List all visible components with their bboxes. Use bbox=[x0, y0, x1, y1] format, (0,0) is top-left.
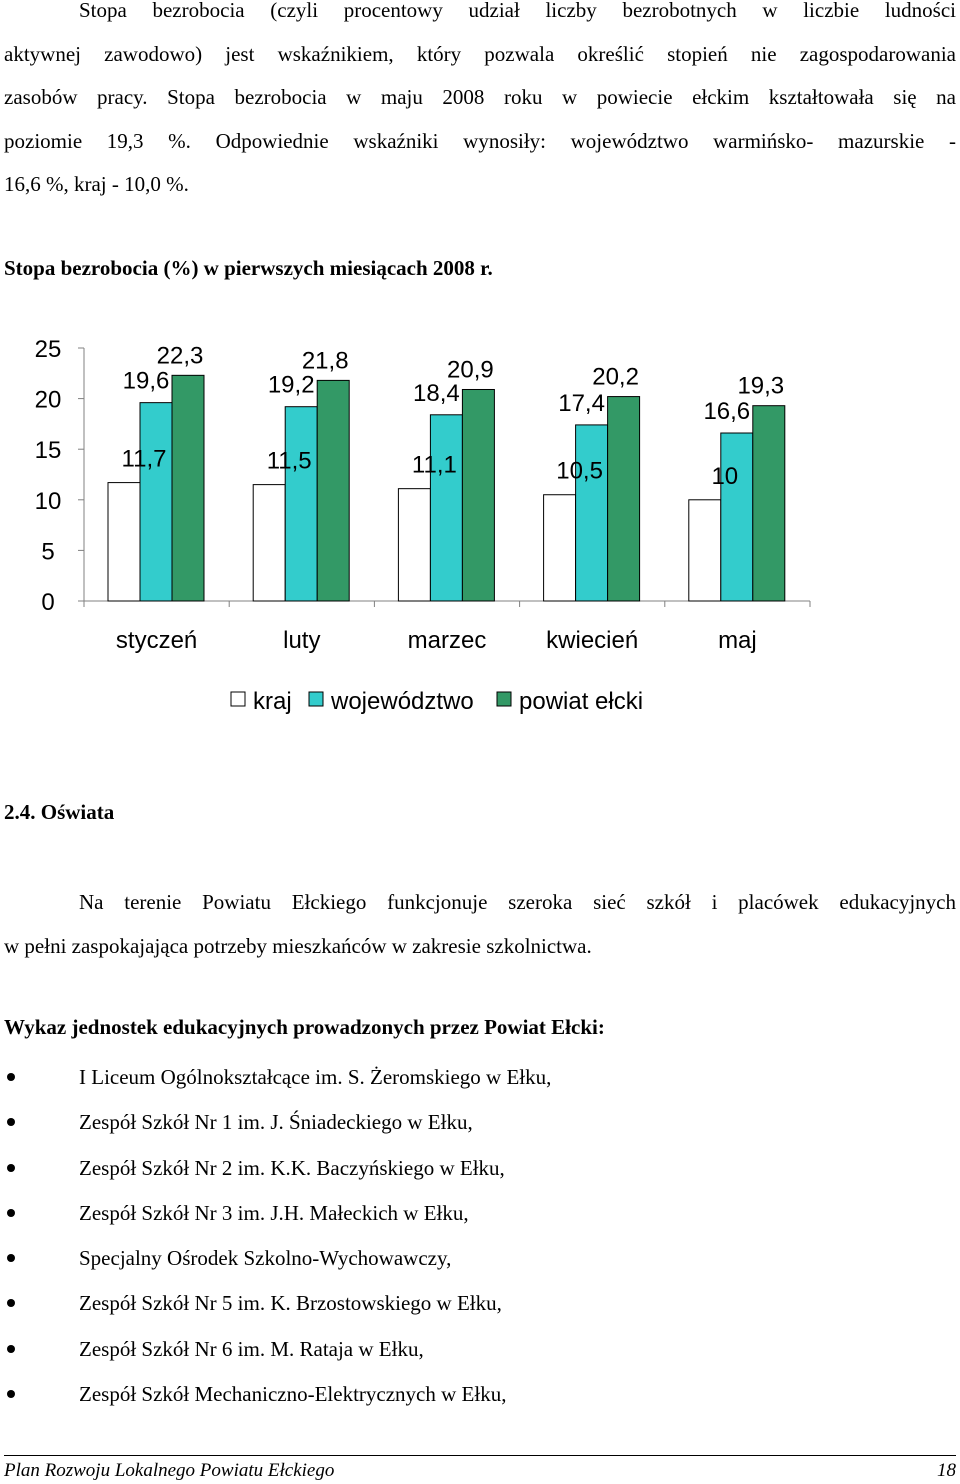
x-category-label: marzec bbox=[407, 627, 487, 654]
data-label: 16,6 bbox=[703, 398, 751, 426]
school-list-item bbox=[0, 1146, 551, 1191]
legend-swatch bbox=[231, 692, 245, 706]
school-list-item bbox=[0, 1327, 551, 1372]
school-name: Zespół Szkół Nr 1 im. J. Śniadeckiego w Ełku, bbox=[79, 1110, 473, 1135]
data-label: 19,6 bbox=[122, 367, 170, 395]
y-tick-label: 10 bbox=[34, 487, 62, 515]
school-list-item bbox=[0, 1100, 551, 1145]
bar-kraj bbox=[544, 495, 576, 601]
legend-label: województwo bbox=[331, 688, 474, 715]
school-list-title: Wykaz jednostek edukacyjnych prowadzonych przez Powiat Ełcki: bbox=[4, 1015, 605, 1039]
data-label: 21,8 bbox=[301, 347, 349, 375]
x-category-label: luty bbox=[283, 627, 321, 654]
x-axis bbox=[84, 601, 810, 654]
school-list-item bbox=[0, 1372, 551, 1417]
bar-województwo bbox=[285, 407, 317, 601]
data-label: 17,4 bbox=[558, 389, 605, 417]
bar-województwo bbox=[140, 403, 172, 601]
data-label: 11,1 bbox=[411, 451, 457, 479]
data-label: 11,7 bbox=[121, 445, 167, 473]
education-line: Na terenie Powiatu Ełckiego funkcjonuje szeroka sieć szkół i placówek edukacyjnych bbox=[79, 890, 956, 914]
school-list-item bbox=[0, 1281, 551, 1326]
data-label: 19,2 bbox=[267, 371, 315, 399]
bar-kraj bbox=[108, 483, 140, 601]
school-name: Zespół Szkół Nr 2 im. K.K. Baczyńskiego w Ełku, bbox=[79, 1155, 505, 1180]
data-label: 19,3 bbox=[737, 372, 785, 400]
school-name: Zespół Szkół Mechaniczno-Elektrycznych w Ełku, bbox=[79, 1382, 507, 1407]
bar-powiat-ełcki bbox=[172, 375, 204, 601]
school-name: Zespół Szkół Nr 3 im. J.H. Małeckich w Ełku, bbox=[79, 1200, 469, 1225]
intro-paragraph bbox=[4, 0, 956, 207]
x-category-label: kwiecień bbox=[546, 627, 639, 654]
school-name: Zespół Szkół Nr 5 im. K. Brzostowskiego w Ełku, bbox=[79, 1291, 502, 1316]
data-label: 10 bbox=[711, 462, 739, 490]
bar-województwo bbox=[721, 433, 753, 601]
school-list bbox=[0, 1055, 551, 1417]
intro-line: poziomie 19,3 %. Odpowiednie wskaźniki wynosiły: województwo warmińsko- mazurskie - bbox=[4, 128, 956, 153]
page-number: 18 bbox=[937, 1460, 956, 1481]
school-list-item bbox=[0, 1236, 551, 1281]
legend-label: kraj bbox=[253, 688, 292, 715]
data-label: 10,5 bbox=[556, 457, 603, 485]
school-name: I Liceum Ogólnokształcące im. S. Żeromskiego w Ełku, bbox=[79, 1065, 552, 1089]
education-paragraph bbox=[4, 881, 956, 968]
data-label: 20,2 bbox=[592, 363, 639, 391]
chart-title: Stopa bezrobocia (%) w pierwszych miesiącach 2008 r. bbox=[4, 256, 493, 280]
intro-line: zasobów pracy. Stopa bezrobocia w maju 2008 roku w powiecie ełckim kształtowała się na bbox=[4, 85, 956, 109]
footer-rule bbox=[4, 1455, 956, 1456]
bar-województwo bbox=[430, 415, 462, 601]
intro-line: 16,6 %, kraj - 10,0 %. bbox=[4, 172, 189, 196]
education-line: w pełni zaspokajająca potrzeby mieszkańców w zakresie szkolnictwa. bbox=[4, 933, 592, 958]
y-tick-label: 20 bbox=[34, 386, 62, 414]
chart-legend bbox=[231, 688, 643, 715]
data-label: 22,3 bbox=[156, 342, 204, 370]
school-list-item bbox=[0, 1055, 551, 1100]
data-label: 18,4 bbox=[413, 379, 460, 407]
y-tick-label: 15 bbox=[34, 437, 62, 465]
bar-kraj bbox=[689, 500, 721, 601]
intro-line: aktywnej zawodowo) jest wskaźnikiem, który pozwala określić stopień nie zagospodarowania bbox=[4, 41, 956, 66]
legend-swatch bbox=[309, 692, 323, 706]
bar-kraj bbox=[398, 489, 430, 601]
school-name: Specjalny Ośrodek Szkolno-Wychowawczy, bbox=[79, 1246, 452, 1271]
bar-powiat-ełcki bbox=[462, 389, 494, 601]
footer-title: Plan Rozwoju Lokalnego Powiatu Ełckiego bbox=[4, 1460, 335, 1481]
bar-kraj bbox=[253, 485, 285, 601]
data-label: 20,9 bbox=[447, 356, 494, 384]
y-tick-label: 25 bbox=[34, 336, 62, 363]
legend-swatch bbox=[497, 692, 511, 706]
x-category-label: styczeń bbox=[115, 627, 198, 654]
bar-województwo bbox=[576, 425, 608, 601]
y-axis bbox=[35, 336, 84, 616]
school-name: Zespół Szkół Nr 6 im. M. Rataja w Ełku, bbox=[79, 1336, 424, 1361]
intro-line: Stopa bezrobocia (czyli procentowy udział liczby bezrobotnych w liczbie ludności bbox=[79, 0, 956, 22]
bar-powiat-ełcki bbox=[608, 397, 640, 601]
bars bbox=[108, 372, 785, 601]
bar-powiat-ełcki bbox=[317, 380, 349, 601]
x-category-label: maj bbox=[718, 627, 757, 654]
y-tick-label: 5 bbox=[41, 538, 55, 566]
school-list-item bbox=[0, 1191, 551, 1236]
unemployment-bar-chart bbox=[0, 330, 960, 730]
section-heading: 2.4. Oświata bbox=[4, 800, 115, 824]
legend-label: powiat ełcki bbox=[519, 688, 644, 715]
y-tick-label: 0 bbox=[41, 589, 55, 616]
bar-powiat-ełcki bbox=[753, 406, 785, 601]
data-label: 11,5 bbox=[266, 447, 312, 475]
